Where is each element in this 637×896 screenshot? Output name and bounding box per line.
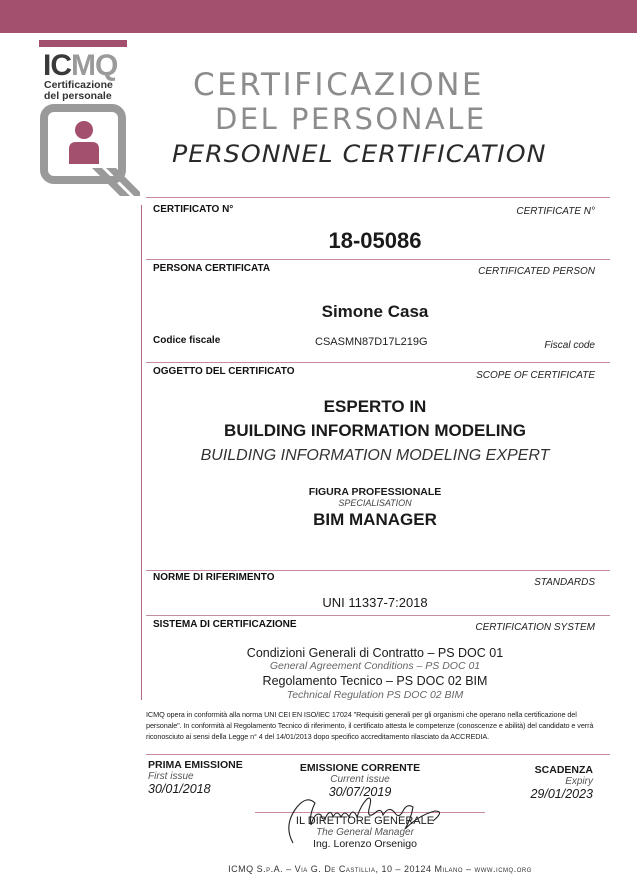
- system-label-en: CERTIFICATION SYSTEM: [475, 622, 595, 633]
- title-italian-line1: CERTIFICAZIONE: [193, 67, 484, 103]
- logo-subtitle: [44, 80, 113, 102]
- specialisation-value: BIM MANAGER: [313, 510, 437, 529]
- logo-accent-bar: [39, 40, 127, 47]
- scope-label-en: SCOPE OF CERTIFICATE: [476, 370, 595, 381]
- top-brand-bar: [0, 0, 637, 33]
- divider: [146, 754, 610, 755]
- divider: [146, 197, 610, 198]
- left-vertical-rule: [141, 205, 142, 700]
- expiry-block: [480, 764, 593, 801]
- first-issue-date: 30/01/2018: [148, 782, 211, 796]
- system-line1: Condizioni Generali di Contratto – PS DOC 01: [246, 646, 504, 660]
- expiry-label: SCADENZA: [534, 764, 593, 776]
- current-issue-label: EMISSIONE CORRENTE: [299, 762, 421, 774]
- specialisation-label-en: SPECIALISATION: [338, 498, 412, 508]
- system-label: SISTEMA DI CERTIFICAZIONE: [153, 619, 297, 630]
- standards-label: NORME DI RIFERIMENTO: [153, 572, 275, 583]
- expiry-date: 29/01/2023: [530, 787, 593, 801]
- fiscal-code-value: CSASMN87D17L219G: [315, 336, 428, 348]
- logo-ic: IC: [43, 49, 71, 82]
- logo-wordmark: [43, 51, 117, 81]
- person-label: PERSONA CERTIFICATA: [153, 263, 271, 274]
- divider: [146, 259, 610, 260]
- footer-address: ICMQ S.p.A. – Via G. De Castillia, 10 – 20124 Milano – www.icmq.org: [228, 864, 532, 874]
- scope-label: OGGETTO DEL CERTIFICATO: [153, 366, 295, 377]
- person-in-q-icon: [40, 104, 140, 204]
- title-italian-line2: DEL PERSONALE: [215, 102, 487, 136]
- scope-title-en: BUILDING INFORMATION MODELING EXPERT: [200, 447, 550, 464]
- standards-label-en: STANDARDS: [534, 577, 595, 588]
- divider: [146, 615, 610, 616]
- signatory-name: Ing. Lorenzo Orsenigo: [313, 838, 417, 850]
- logo-mq: MQ: [71, 49, 118, 82]
- logo-subtitle-line1: Certificazione: [44, 79, 113, 91]
- logo-subtitle-line2: del personale: [44, 90, 112, 102]
- signatory-title-en: The General Manager: [316, 827, 414, 838]
- person-name: Simone Casa: [321, 302, 429, 321]
- certificate-number-label-en: CERTIFICATE N°: [516, 206, 595, 217]
- first-issue-block: [148, 759, 243, 796]
- scope-title: [150, 397, 600, 441]
- first-issue-label-en: First issue: [148, 771, 194, 782]
- scope-title-line1: ESPERTO IN: [323, 397, 427, 416]
- fiscal-code-label-en: Fiscal code: [544, 340, 595, 351]
- person-label-en: CERTIFICATED PERSON: [478, 266, 595, 277]
- first-issue-label: PRIMA EMISSIONE: [148, 759, 243, 771]
- certificate-number: 18-05086: [328, 228, 422, 253]
- title-english: PERSONNEL CERTIFICATION: [172, 140, 547, 168]
- signatory-title: IL DIRETTORE GENERALE: [295, 815, 435, 827]
- system-line2-en: Technical Regulation PS DOC 02 BIM: [286, 689, 464, 701]
- current-issue-date: 30/07/2019: [328, 785, 392, 799]
- standards-value: UNI 11337-7:2018: [322, 595, 428, 610]
- certificate-number-label: CERTIFICATO N°: [153, 204, 234, 215]
- scope-title-line2: BUILDING INFORMATION MODELING: [224, 421, 526, 440]
- accreditation-note: ICMQ opera in conformità alla norma UNI CEI EN ISO/IEC 17024 "Requisiti generali per gli organismi che operano nella certificazione del personale". In conformità al Regolamento Tecnico di riferimento, il certificato attesta le competenze (conoscenze e abilità) del candidato e verrà riconosciuto ai sensi della Legge n° 4 del 14/01/2013 dopo specifico accreditamento rilasciato da ACCREDIA.: [146, 710, 594, 741]
- system-line1-en: General Agreement Conditions – PS DOC 01: [269, 660, 481, 672]
- current-issue-label-en: Current issue: [330, 774, 390, 785]
- divider: [146, 362, 610, 363]
- expiry-label-en: Expiry: [565, 776, 593, 787]
- signatory-block: [285, 815, 445, 850]
- specialisation-label: FIGURA PROFESSIONALE: [308, 486, 442, 498]
- system-line2: Regolamento Tecnico – PS DOC 02 BIM: [262, 674, 488, 688]
- divider: [146, 570, 610, 571]
- fiscal-code-label: Codice fiscale: [153, 335, 221, 346]
